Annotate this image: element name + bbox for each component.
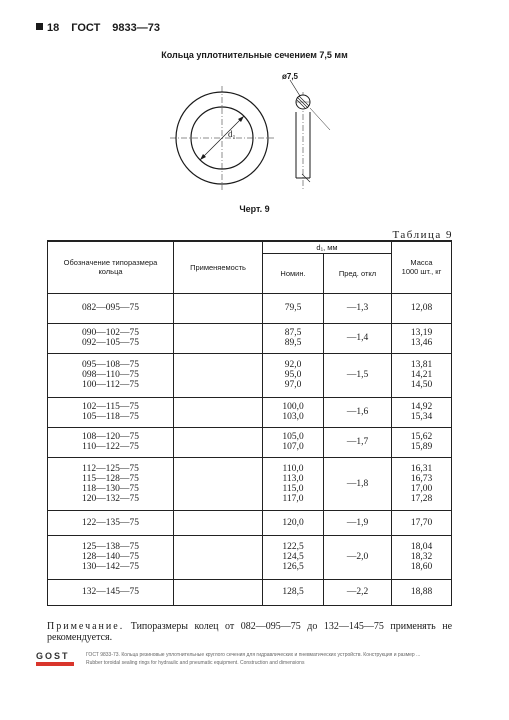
- header-d1: d₁, мм: [263, 241, 392, 253]
- nominal-value: 92,0: [284, 360, 302, 370]
- gost-logo: GOST: [36, 652, 74, 666]
- designation-value: 122—135—75: [82, 517, 139, 528]
- deviation-cell: [324, 457, 392, 510]
- mass-cell: [392, 397, 452, 427]
- mass-value: 18,88: [410, 587, 433, 597]
- header-mass: Масса 1000 шт., кг: [392, 241, 452, 293]
- note-text: Типоразмеры колец от 082—095—75 до 132—145—75 применять не рекомендуется.: [47, 621, 453, 643]
- designation-value: 112—125—75: [82, 463, 139, 474]
- deviation-value: —1,5: [346, 370, 369, 380]
- table-row: [48, 427, 452, 457]
- deviation-cell: [324, 397, 392, 427]
- ring-drawing: [150, 70, 350, 200]
- designation-cell: [48, 293, 174, 323]
- designation-value: 108—120—75: [82, 432, 139, 442]
- designation-cell: [48, 510, 174, 535]
- mass-cell: [392, 510, 452, 535]
- table-row: [48, 579, 452, 605]
- applicability-cell: [174, 427, 263, 457]
- nominal-value: 110,0: [282, 463, 304, 474]
- table-row: [48, 535, 452, 579]
- designation-cell: [48, 323, 174, 353]
- mass-value: 17,28: [410, 493, 433, 504]
- table-row: [48, 510, 452, 535]
- deviation-cell: [324, 353, 392, 397]
- inner-diameter-label: d₁: [228, 129, 236, 139]
- nominal-value: 128,5: [282, 587, 304, 597]
- nominal-value: 113,0: [282, 473, 304, 484]
- figure-caption: Черт. 9: [239, 204, 270, 214]
- deviation-value: —2,0: [346, 552, 369, 562]
- applicability-cell: [174, 510, 263, 535]
- deviation-cell: [324, 579, 392, 605]
- designation-cell: [48, 397, 174, 427]
- designation-value: 130—142—75: [82, 562, 139, 572]
- designation-value: 082—095—75: [82, 303, 139, 313]
- header-deviation: Пред. откл: [324, 253, 392, 293]
- designation-cell: [48, 353, 174, 397]
- designation-cell: [48, 457, 174, 510]
- note: [47, 621, 452, 643]
- mass-value: 17,00: [410, 483, 433, 494]
- nominal-value: 122,5: [282, 542, 304, 552]
- designation-value: 102—115—75: [82, 402, 139, 412]
- deviation-value: —1,4: [346, 333, 369, 343]
- nominal-value: 100,0: [282, 402, 304, 412]
- deviation-cell: [324, 323, 392, 353]
- footer-text: [86, 651, 496, 667]
- designation-value: 095—108—75: [82, 360, 139, 370]
- mass-value: 17,70: [410, 517, 433, 528]
- designation-value: 128—140—75: [82, 552, 139, 562]
- deviation-value: —1,6: [346, 407, 369, 417]
- nominal-value: 89,5: [284, 338, 302, 348]
- footer-line-ru: ГОСТ 9833-73. Кольца резиновые уплотнительные круглого сечения для гидравлических и пневматических устройств. Конструкция и размер ...: [86, 652, 421, 658]
- header-designation: Обозначение типоразмера кольца: [48, 241, 174, 293]
- mass-cell: [392, 579, 452, 605]
- table-row: [48, 397, 452, 427]
- cross-section-label: ø7,5: [282, 72, 299, 81]
- nominal-cell: [263, 397, 324, 427]
- mass-value: 15,34: [410, 412, 433, 422]
- designation-value: 098—110—75: [82, 370, 139, 380]
- nominal-value: 126,5: [282, 562, 304, 572]
- designation-value: 125—138—75: [82, 542, 139, 552]
- mass-value: 12,08: [410, 303, 433, 313]
- designation-value: 115—128—75: [82, 473, 139, 484]
- nominal-cell: [263, 427, 324, 457]
- designation-cell: [48, 579, 174, 605]
- mass-value: 13,19: [410, 328, 433, 338]
- page-header: [36, 22, 172, 34]
- mass-value: 18,60: [410, 562, 433, 572]
- deviation-cell: [324, 535, 392, 579]
- nominal-cell: [263, 579, 324, 605]
- applicability-cell: [174, 535, 263, 579]
- mass-value: 14,21: [410, 370, 433, 380]
- mass-cell: [392, 353, 452, 397]
- mass-value: 18,32: [410, 552, 433, 562]
- nominal-value: 105,0: [282, 432, 304, 442]
- designation-value: 120—132—75: [82, 493, 139, 504]
- mass-value: 16,73: [410, 473, 433, 484]
- deviation-value: —1,9: [346, 517, 369, 528]
- applicability-cell: [174, 457, 263, 510]
- applicability-cell: [174, 293, 263, 323]
- nominal-value: 115,0: [282, 483, 304, 494]
- mass-cell: [392, 323, 452, 353]
- table-row: [48, 323, 452, 353]
- mass-value: 14,50: [410, 380, 433, 390]
- nominal-value: 79,5: [284, 303, 302, 313]
- header-marker-icon: [36, 23, 43, 30]
- designation-value: 090—102—75: [82, 328, 139, 338]
- applicability-cell: [174, 353, 263, 397]
- header-nominal: Номин.: [263, 253, 324, 293]
- table-row: [48, 457, 452, 510]
- mass-value: 16,31: [410, 463, 433, 474]
- table-row: [48, 293, 452, 323]
- footer: [0, 648, 509, 668]
- designation-value: 110—122—75: [82, 442, 139, 452]
- table-row: [48, 353, 452, 397]
- nominal-cell: [263, 535, 324, 579]
- designation-cell: [48, 535, 174, 579]
- note-label: Примечание.: [47, 621, 125, 632]
- mass-value: 18,04: [410, 542, 433, 552]
- nominal-cell: [263, 353, 324, 397]
- deviation-value: —1,3: [346, 303, 369, 313]
- page-number: 18: [47, 22, 60, 34]
- footer-line-en: Rubber toroidal sealing rings for hydraulic and pneumatic equipment. Construction and dimensions: [86, 660, 305, 666]
- nominal-value: 87,5: [284, 328, 302, 338]
- deviation-value: —1,7: [346, 437, 369, 447]
- mass-cell: [392, 535, 452, 579]
- designation-value: 100—112—75: [82, 380, 139, 390]
- dimensions-table: [47, 240, 452, 606]
- table-caption: Таблица 9: [392, 229, 453, 241]
- deviation-value: —2,2: [346, 587, 369, 597]
- mass-cell: [392, 293, 452, 323]
- mass-value: 13,46: [410, 338, 433, 348]
- applicability-cell: [174, 323, 263, 353]
- mass-cell: [392, 457, 452, 510]
- designation-value: 092—105—75: [82, 338, 139, 348]
- nominal-cell: [263, 323, 324, 353]
- nominal-cell: [263, 293, 324, 323]
- nominal-value: 107,0: [282, 442, 304, 452]
- standard-label: ГОСТ: [71, 22, 101, 34]
- nominal-value: 95,0: [284, 370, 302, 380]
- nominal-value: 97,0: [284, 380, 302, 390]
- nominal-value: 117,0: [282, 493, 304, 504]
- nominal-value: 124,5: [282, 552, 304, 562]
- designation-value: 118—130—75: [82, 483, 139, 494]
- designation-cell: [48, 427, 174, 457]
- applicability-cell: [174, 397, 263, 427]
- designation-value: 105—118—75: [82, 412, 139, 422]
- nominal-value: 103,0: [282, 412, 304, 422]
- nominal-value: 120,0: [282, 517, 304, 528]
- applicability-cell: [174, 579, 263, 605]
- standard-number: 9833—73: [112, 22, 161, 34]
- mass-value: 13,81: [410, 360, 433, 370]
- mass-cell: [392, 427, 452, 457]
- section-title: Кольца уплотнительные сечением 7,5 мм: [161, 50, 348, 60]
- deviation-cell: [324, 427, 392, 457]
- deviation-value: —1,8: [346, 478, 369, 489]
- header-applicability: Применяемость: [174, 241, 263, 293]
- mass-value: 14,92: [410, 402, 433, 412]
- mass-value: 15,62: [410, 432, 433, 442]
- designation-value: 132—145—75: [82, 587, 139, 597]
- deviation-cell: [324, 293, 392, 323]
- nominal-cell: [263, 510, 324, 535]
- nominal-cell: [263, 457, 324, 510]
- deviation-cell: [324, 510, 392, 535]
- mass-value: 15,89: [410, 442, 433, 452]
